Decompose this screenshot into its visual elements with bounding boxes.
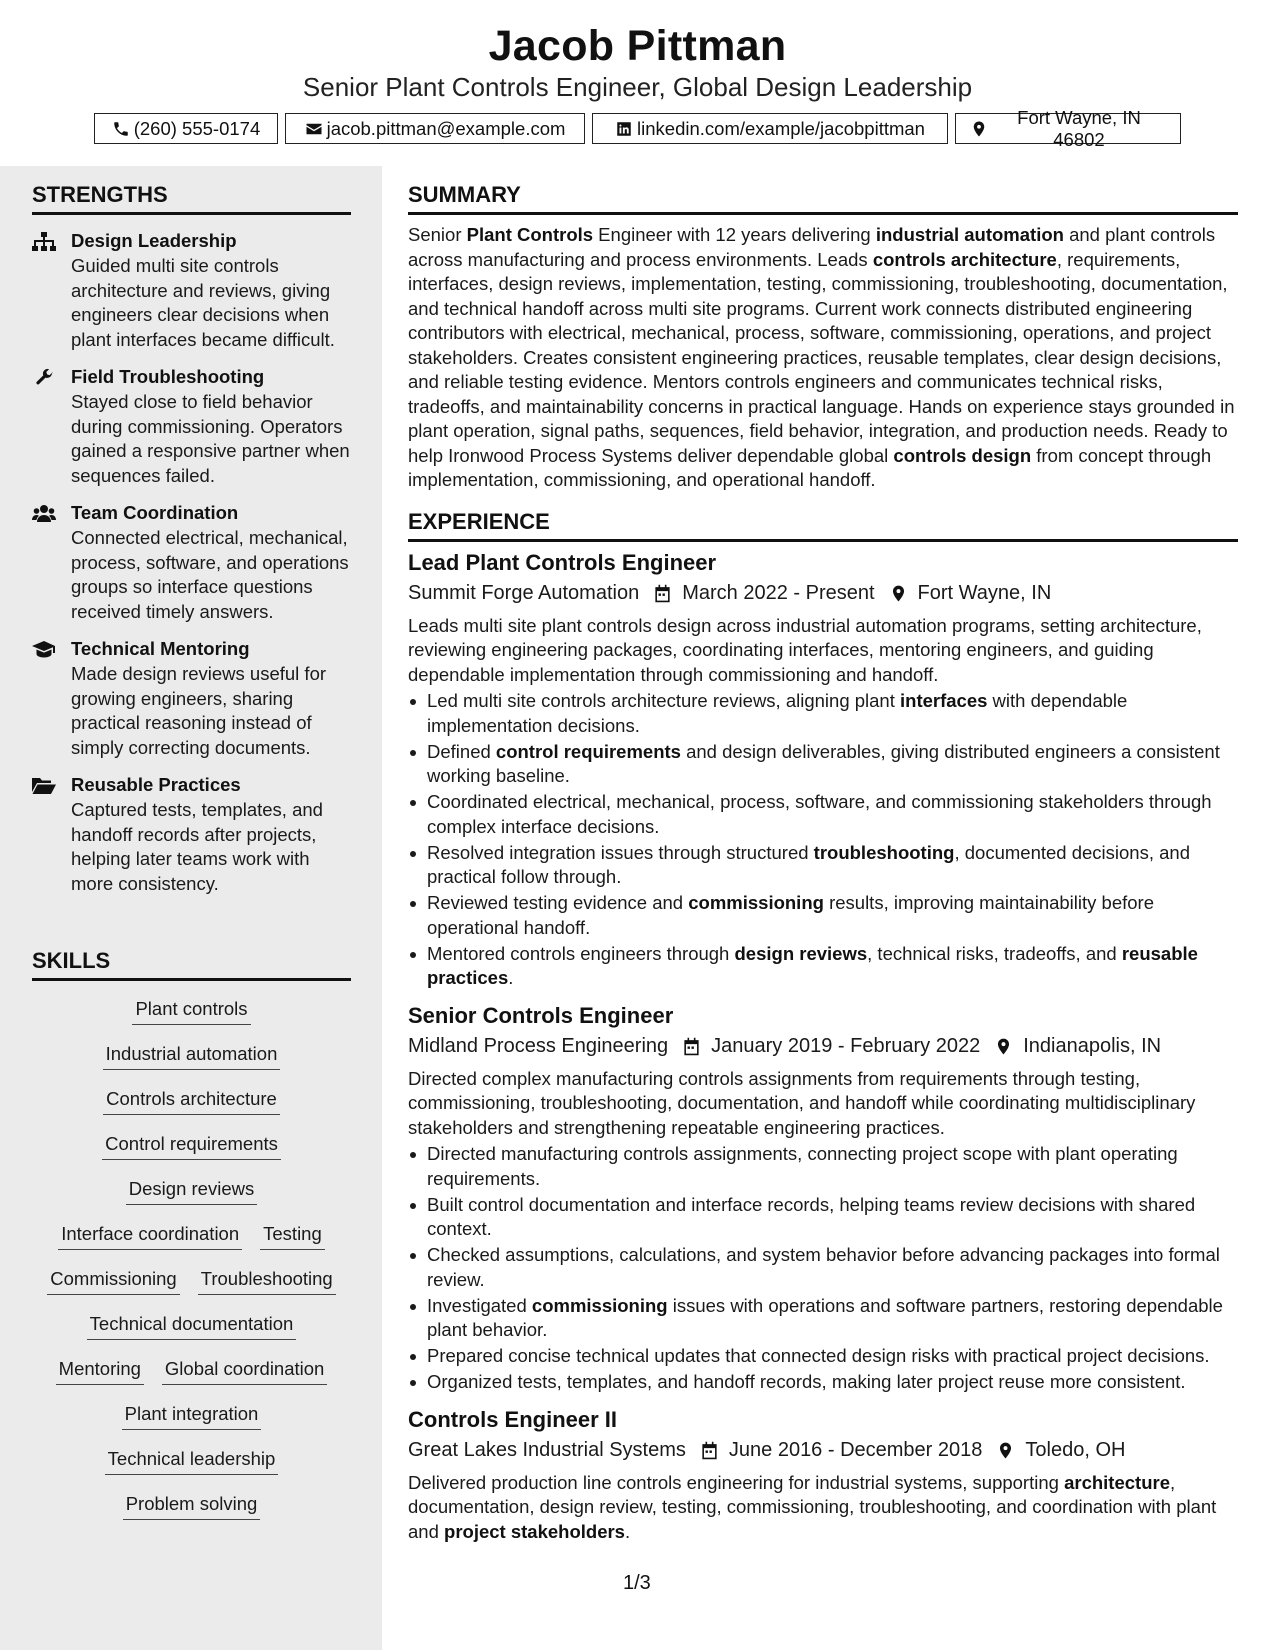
job-bullet <box>408 1370 1238 1395</box>
strength-description: Made design reviews useful for growing engineers, sharing practical reasoning instead of simply correcting documents. <box>71 663 327 758</box>
text-segment: with dependable implementation decisions. <box>427 690 1128 736</box>
skill-row <box>32 1043 351 1088</box>
strength-description: Stayed close to field behavior during commissioning. Operators gained a responsive partner when sequences failed. <box>71 391 350 486</box>
strength-title: Field Troubleshooting <box>71 366 265 387</box>
skill-tag: Industrial automation <box>103 1043 281 1070</box>
skill-tag: Design reviews <box>126 1178 257 1205</box>
job-dates: January 2019 - February 2022 <box>711 1035 981 1057</box>
job-location: Indianapolis, IN <box>1023 1035 1162 1057</box>
job-bullet <box>408 1344 1238 1369</box>
job-location: Fort Wayne, IN <box>917 582 1052 604</box>
job-entry <box>408 1405 1238 1545</box>
skill-tag: Mentoring <box>56 1358 144 1385</box>
linkedin-text: linkedin.com/example/jacobpittman <box>637 117 925 139</box>
job-title: Senior Controls Engineer <box>408 1002 674 1028</box>
skills-heading: SKILLS <box>32 948 351 981</box>
skill-row <box>32 1223 351 1268</box>
contact-linkedin[interactable] <box>592 113 948 144</box>
text-segment: Leads multi site plant controls design across industrial automation programs, setting architecture, reviewing engineering packages, coordinating interfaces, mentoring engineers, and guiding dependable implementation through commissioning and handoff. <box>408 614 1202 685</box>
text-segment: , documentation, design review, testing, commissioning, troubleshooting, and coordination with plant and <box>408 1471 1217 1542</box>
summary-text <box>408 223 1238 493</box>
text-segment: and design deliverables, giving distributed engineers a consistent working baseline. <box>427 740 1220 786</box>
text-segment: Engineer with 12 years delivering <box>593 224 876 245</box>
strength-item <box>32 228 352 352</box>
calendar-icon <box>700 1441 719 1460</box>
emphasis-text: commissioning <box>531 1294 668 1316</box>
graduation-cap-icon <box>32 640 56 659</box>
text-segment: issues with operations and software partners, restoring dependable plant behavior. <box>427 1294 1223 1340</box>
emphasis-text: commissioning <box>688 892 824 913</box>
candidate-name: Jacob Pittman <box>488 22 787 70</box>
map-marker-icon <box>996 1441 1015 1460</box>
job-bullet <box>408 1193 1238 1242</box>
contact-bar <box>0 106 1275 150</box>
strength-description: Guided multi site controls architecture and reviews, giving engineers clear decisions when plant interfaces became difficult. <box>71 255 335 350</box>
strength-item <box>32 772 352 896</box>
text-segment: , documented decisions, and practical follow through. <box>427 841 1190 887</box>
text-segment: results, improving maintainability before operational handoff. <box>427 892 1155 938</box>
job-bullet <box>408 1243 1238 1292</box>
strength-description: Captured tests, templates, and handoff records after projects, helping later teams work with more consistency. <box>71 799 323 894</box>
text-segment: Checked assumptions, calculations, and system behavior before advancing packages into formal review. <box>427 1244 1220 1290</box>
map-marker-icon <box>970 120 988 138</box>
emphasis-text: interfaces <box>900 690 988 711</box>
wrench-icon <box>32 368 56 387</box>
job-bullet <box>408 942 1238 991</box>
job-bullets <box>408 1142 1238 1395</box>
emphasis-text: reusable practices <box>427 942 1198 988</box>
text-segment: . <box>624 1520 631 1542</box>
strength-title: Technical Mentoring <box>71 638 250 659</box>
skill-row <box>32 1448 351 1493</box>
emphasis-text: architecture <box>1064 1471 1170 1493</box>
emphasis-text: Plant Controls <box>466 224 594 245</box>
text-segment: Defined <box>427 740 496 762</box>
skill-tag: Global coordination <box>162 1358 327 1385</box>
envelope-icon <box>305 120 323 138</box>
skill-tag: Problem solving <box>123 1493 261 1520</box>
text-segment: Senior <box>408 224 467 245</box>
skills-list <box>32 998 351 1538</box>
job-bullet <box>408 841 1238 890</box>
emphasis-text: design reviews <box>734 942 868 964</box>
sitemap-icon <box>32 232 56 251</box>
map-marker-icon <box>994 1037 1013 1056</box>
skill-tag: Control requirements <box>102 1133 281 1160</box>
skill-tag: Plant controls <box>132 998 250 1025</box>
skill-tag: Commissioning <box>47 1268 179 1295</box>
location-text: Fort Wayne, IN 46802 <box>1017 106 1141 150</box>
text-segment: Built control documentation and interface records, helping teams review decisions with shared context. <box>427 1193 1196 1239</box>
phone-icon <box>112 120 130 138</box>
skill-tag: Interface coordination <box>58 1223 242 1250</box>
strength-item <box>32 500 352 624</box>
map-marker-icon <box>889 584 908 603</box>
job-bullet <box>408 740 1238 789</box>
contact-location <box>955 106 1181 150</box>
skill-row <box>32 1403 351 1448</box>
skill-tag: Controls architecture <box>103 1088 280 1115</box>
summary-heading: SUMMARY <box>408 182 1238 215</box>
linkedin-icon <box>615 120 633 138</box>
text-segment: Prepared concise technical updates that connected design risks with practical project decisions. <box>427 1345 1210 1366</box>
strengths-heading: STRENGTHS <box>32 182 351 215</box>
users-icon <box>32 504 56 523</box>
skill-row <box>32 1133 351 1178</box>
job-entry <box>408 548 1238 991</box>
resume-header <box>0 0 1275 166</box>
main-content <box>408 166 1238 1544</box>
job-meta <box>408 1435 1238 1467</box>
text-segment: . <box>508 967 514 988</box>
emphasis-text: troubleshooting <box>813 841 955 863</box>
company-name: Midland Process Engineering <box>408 1035 669 1057</box>
skill-row <box>32 998 351 1043</box>
job-dates: March 2022 - Present <box>682 582 875 604</box>
strength-title: Design Leadership <box>71 230 237 251</box>
text-segment: Mentored controls engineers through <box>427 942 735 964</box>
job-bullet <box>408 689 1238 738</box>
emphasis-text: control requirements <box>495 740 681 762</box>
emphasis-text: controls architecture <box>872 248 1057 270</box>
phone-text: (260) 555-0174 <box>133 117 261 139</box>
job-entry <box>408 1001 1238 1395</box>
skill-tag: Troubleshooting <box>198 1268 336 1295</box>
job-title: Controls Engineer II <box>408 1406 618 1432</box>
email-text: jacob.pittman@example.com <box>326 117 566 139</box>
skill-row <box>32 1358 351 1403</box>
emphasis-text: project stakeholders <box>444 1520 625 1542</box>
text-segment: Investigated <box>427 1294 532 1316</box>
job-bullet <box>408 1142 1238 1191</box>
emphasis-text: industrial automation <box>875 224 1064 245</box>
job-location: Toledo, OH <box>1025 1439 1126 1461</box>
text-segment: , requirements, interfaces, design reviews, implementation, testing, commissioning, troubleshooting, documentation, and technical handoff across multi site programs. Current work connects distributed engineering contributors with electrical, mechanical, process, software, commissioning, operations, and project stakeholders. Creates consistent engineering practices, reusable templates, clear design decisions, and reliable testing evidence. Mentors controls engineers and communicates technical risks, tradeoffs, and maintainability concerns in practical language. Hands on experience stays grounded in plant operation, signal paths, sequences, field behavior, integration, and production needs. Ready to help Ironwood Process Systems deliver dependable global <box>408 248 1235 466</box>
text-segment: Led multi site controls architecture reviews, aligning plant <box>427 690 901 711</box>
calendar-icon <box>682 1037 701 1056</box>
skill-row <box>32 1178 351 1223</box>
text-segment: Reviewed testing evidence and <box>427 892 689 913</box>
skill-row <box>32 1313 351 1358</box>
text-segment: Directed complex manufacturing controls assignments from requirements through testing, commissioning, troubleshooting, documentation, and handoff while coordinating multidisciplinary stakeholders and strengthening repeatable engineering practices. <box>408 1067 1196 1138</box>
skill-row <box>32 1493 351 1538</box>
text-segment: Directed manufacturing controls assignments, connecting project scope with plant operating requirements. <box>427 1143 1178 1189</box>
strength-title: Reusable Practices <box>71 774 241 795</box>
job-meta <box>408 578 1238 610</box>
text-segment: Organized tests, templates, and handoff records, making later project reuse more consistent. <box>427 1371 1186 1392</box>
experience-heading: EXPERIENCE <box>408 509 1238 542</box>
strength-description: Connected electrical, mechanical, process, software, and operations groups so interface questions received timely answers. <box>71 527 349 622</box>
text-segment: Coordinated electrical, mechanical, process, software, and commissioning stakeholders through complex interface decisions. <box>427 791 1212 837</box>
job-description <box>408 614 1238 688</box>
skill-row <box>32 1268 351 1313</box>
page-number: 1/3 <box>623 1572 651 1594</box>
strength-item <box>32 364 352 488</box>
strength-item <box>32 636 352 760</box>
job-meta <box>408 1031 1238 1063</box>
job-bullet <box>408 790 1238 839</box>
contact-email[interactable] <box>285 113 585 144</box>
folder-open-icon <box>32 776 56 795</box>
calendar-icon <box>653 584 672 603</box>
job-description <box>408 1471 1238 1545</box>
candidate-headline: Senior Plant Controls Engineer, Global Design Leadership <box>302 72 973 102</box>
job-bullets <box>408 689 1238 991</box>
skill-row <box>32 1088 351 1133</box>
strengths-list <box>32 228 352 908</box>
text-segment: , technical risks, tradeoffs, and <box>867 942 1122 964</box>
strength-title: Team Coordination <box>71 502 239 523</box>
text-segment: from concept through implementation, commissioning, and operational handoff. <box>408 444 1212 490</box>
text-segment: Resolved integration issues through structured <box>427 841 814 863</box>
emphasis-text: controls design <box>893 444 1032 466</box>
job-description <box>408 1067 1238 1141</box>
job-bullet <box>408 891 1238 940</box>
job-title: Lead Plant Controls Engineer <box>408 549 717 575</box>
sidebar <box>0 166 382 1650</box>
skill-tag: Testing <box>260 1223 325 1250</box>
company-name: Summit Forge Automation <box>408 582 640 604</box>
company-name: Great Lakes Industrial Systems <box>408 1439 686 1461</box>
text-segment: Delivered production line controls engineering for industrial systems, supporting <box>408 1471 1065 1493</box>
skill-tag: Technical leadership <box>105 1448 279 1475</box>
skill-tag: Technical documentation <box>87 1313 297 1340</box>
skill-tag: Plant integration <box>122 1403 262 1430</box>
job-dates: June 2016 - December 2018 <box>728 1439 983 1461</box>
job-bullet <box>408 1294 1238 1343</box>
text-segment: and plant controls across manufacturing and process environments. Leads <box>408 224 1216 270</box>
contact-phone[interactable] <box>94 113 278 144</box>
